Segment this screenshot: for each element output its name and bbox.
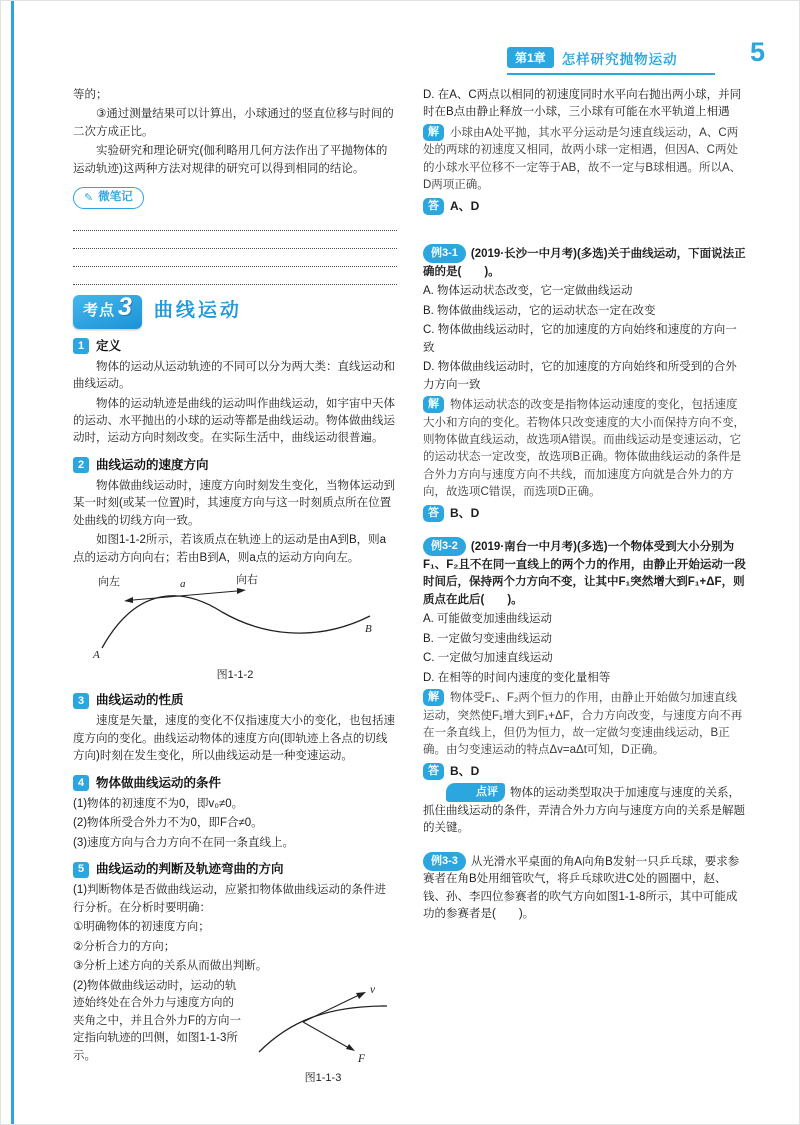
velocity-arrowhead-icon [356,992,366,999]
section-heading [73,860,397,879]
example-badge: 例3-1 [423,244,466,263]
chapter-title: 怎样研究抛物运动 [561,51,678,67]
section-heading [73,337,397,356]
section-title: 定义 [96,338,122,353]
option-d: D. 物体做曲线运动时，它的加速度的方向始终和所受到的合外力方向一致 [423,361,737,391]
paragraph: ③通过测量结果可以计算出，小球通过的竖直位移与时间的二次方成正比。 [73,108,394,138]
content-columns [73,85,747,1108]
section-title: 曲线运动的速度方向 [96,457,209,472]
answer-block [423,504,747,523]
example-badge: 例3-3 [423,852,466,871]
option-b: B. 物体做曲线运动，它的运动状态一定在改变 [423,304,656,317]
condition-item: (2)物体所受合外力不为0，即F合≠0。 [73,817,263,830]
note-lines [73,213,397,285]
option-c: C. 一定做匀加速直线运动 [423,652,553,665]
solution-badge: 解 [423,689,444,706]
right-arrowhead-icon [237,588,246,594]
figure-caption: 图1-1-2 [216,668,254,681]
topic-badge-label: 考点 [83,301,116,319]
label-A: A [93,649,100,661]
topic-header [73,292,397,329]
section-1 [73,337,397,448]
force-arrowhead-icon [346,1044,355,1051]
paragraph: 物体的运动从运动轨迹的不同可以分为两大类：直线运动和曲线运动。 [73,360,395,391]
section-number: 2 [73,457,89,473]
section-5 [73,860,397,1089]
option-d: D. 在相等的时间内速度的变化量相等 [423,671,611,684]
page-number: 5 [749,37,765,67]
left-column [73,85,397,1108]
chapter-badge: 第1章 [507,47,554,68]
left-arrowhead-icon [124,597,133,603]
section-number: 5 [73,862,89,878]
section-heading [73,691,397,710]
label-xiang-you: 向右 [236,574,258,587]
label-v: v [370,983,376,996]
section-heading [73,774,397,793]
answer-text: A、D [450,198,480,213]
label-B: B [365,623,372,636]
option-b: B. 一定做匀变速曲线运动 [423,632,553,645]
example-stem [423,537,747,609]
pencil-icon: ✎ [84,191,94,204]
dotted-line [73,231,397,249]
section-2 [73,456,397,567]
step-item: ③分析上述方向的关系从而做出判断。 [73,960,268,973]
section-title: 物体做曲线运动的条件 [96,775,222,790]
curve-tangent-diagram [90,572,380,660]
figure-1-1-2 [73,572,397,683]
condition-item: (1)物体的初速度不为0，即v₀≠0。 [73,797,244,810]
option-c: C. 物体做曲线运动时，它的加速度的方向始终和速度的方向一致 [423,324,737,354]
option-d-continuation: D. 在A、C两点以相同的初速度同时水平向右抛出两小球，并同时在B点由静止释放一小球，三小球有可能在水平轨道上相遇 [423,89,742,119]
paragraph: 实验研究和理论研究(伽利略用几何方法作出了平抛物体的运动轨迹)这两种方法对规律的研究可以得到相同的结论。 [73,145,388,175]
force-velocity-diagram [253,980,393,1064]
answer-badge: 答 [423,198,444,215]
section-number: 4 [73,775,89,791]
dotted-line [73,267,397,285]
step-item: ①明确物体的初速度方向； [73,921,210,934]
paragraph: 物体的运动轨迹是曲线的运动叫作曲线运动，如宇宙中天体的运动、水平抛出的小球的运动等都是曲线运动。物体做曲线运动时，运动方向时刻改变。在实际生活中，曲线运动很普遍。 [73,397,395,445]
answer-badge: 答 [423,505,444,522]
option-a: A. 物体运动状态改变，它一定做曲线运动 [423,285,633,298]
comment-text: 物体的运动类型取决于加速度与速度的关系，抓住曲线运动的条件，弄清合外力方向与速度方向的关系是解题的关键。 [423,787,745,835]
label-xiang-zuo: 向左 [98,576,120,589]
example-3-1 [423,244,747,394]
section-number: 3 [73,693,89,709]
page-edge-accent [11,1,14,1124]
tangent-line [133,591,237,600]
paragraph: (1)判断物体是否做曲线运动，应紧扣物体做曲线运动的条件进行分析。在分析时要明确： [73,884,387,914]
label-F: F [358,1052,366,1064]
example-head: (2019·长沙一中月考)(多选)关于曲线运动，下面说法正确的是( )。 [423,248,746,278]
example-stem [423,852,747,924]
condition-item: (3)速度方向与合力方向不在同一条直线上。 [73,836,295,849]
example-head: 从光滑水平桌面的角A向角B发射一只乒乓球，要求参赛者在角B处用细管吹气，将乒乓球吹进C处的圆圈中，赵、钱、孙、李四位参赛者的吹气方向如图1-1-8所示，其中可能成功的参赛者是( )。 [423,855,740,921]
figure-1-1-3 [249,980,397,1087]
dotted-line [73,249,397,267]
solution-badge: 解 [423,124,444,141]
solution-block [423,124,747,195]
topic-badge-number: 3 [118,292,132,321]
micro-note-label: 微笔记 [98,191,133,204]
option-a: A. 可能做变加速曲线运动 [423,613,553,626]
solution-text: 小球由A处平抛，其水平分运动是匀速直线运动，A、C两处的两球的初速度又相同，故两小球一定相遇，但因A、C两处的小球水平位移不一定等于AB，故不一定与B球相遇。所以A、D两项正确。 [423,126,742,192]
label-a: a [180,578,186,591]
topic-badge [73,292,142,329]
section-heading [73,456,397,475]
comment-badge: 点评 [446,783,505,802]
example-3-2 [423,537,747,687]
answer-block [423,762,747,781]
paragraph: 物体做曲线运动时，速度方向时刻发生变化，当物体运动到某一时刻(或某一位置)时，其速度方向与这一时刻质点所在位置处曲线的切线方向一致。 [73,479,395,527]
micro-note-badge [73,187,144,208]
section-title: 曲线运动的判断及轨迹弯曲的方向 [96,862,284,877]
answer-text: B、D [450,763,480,778]
dotted-line [73,213,397,231]
solution-text: 物体运动状态的改变是指物体运动速度的变化，包括速度大小和方向的变化。若物体只改变速度的大小而保持方向不变，则物体做直线运动，故选项A错误。而曲线运动是变速运动，它的运动状态一定改变，故选项B正确。物体做曲线运动的条件是合外力方向与速度方向不共线，而加速度方向就是合外力的方向，故选项C错误，而选项D正确。 [423,399,745,499]
paragraph: (2)物体做曲线运动时，运动的轨迹始终处在合外力与速度方向的夹角之中，并且合外力F的方向一定指向轨迹的凹侧，如图1-1-3所示。 [73,979,242,1062]
comment-block [423,783,747,837]
example-badge: 例3-2 [423,537,466,556]
section-3 [73,691,397,765]
figure-caption: 图1-1-3 [304,1072,342,1085]
paragraph-continuation: 等的； [73,89,108,101]
right-column [423,85,747,1108]
example-stem [423,244,747,281]
solution-block [423,689,747,760]
answer-text: B、D [450,505,480,520]
paragraph: 如图1-1-2所示，若该质点在轨迹上的运动是由A到B，则a点的运动方向向右；若由B到A，则a点的运动方向向左。 [73,534,387,564]
trajectory-curve [102,596,370,648]
step-item: ②分析合力的方向； [73,940,176,953]
solution-block [423,396,747,502]
solution-badge: 解 [423,396,444,413]
answer-badge: 答 [423,763,444,780]
topic-title: 曲线运动 [153,300,242,322]
paragraph: 速度是矢量，速度的变化不仅指速度大小的变化，也包括速度方向的变化。曲线运动物体的速度方向(即轨迹上各点的切线方向)时刻在发生变化，所以曲线运动是一种变速运动。 [73,715,395,763]
chapter-header [507,47,715,75]
section-4 [73,774,397,852]
force-vector [303,1022,349,1048]
section-number: 1 [73,338,89,354]
solution-text: 物体受F₁、F₂两个恒力的作用，由静止开始做匀加速直线运动，突然使F₁增大到F₁+ΔF，合力方向改变，与速度方向不再在一条直线上，但仍为恒力，故一定做匀变速曲线运动，B正确。由匀变速运动的特点Δv=aΔt可知，D正确。 [423,692,743,757]
section-title: 曲线运动的性质 [96,693,184,708]
example-3-3 [423,852,747,924]
example-head: (2019·南台一中月考)(多选)一个物体受到大小分别为F₁、F₂且不在同一直线上的两个力的作用，由静止开始运动一段时间后，保持两个力方向不变，让其中F₁突然增大到F₁+ΔF，则质点在此后( )。 [423,541,746,606]
answer-block [423,197,747,216]
